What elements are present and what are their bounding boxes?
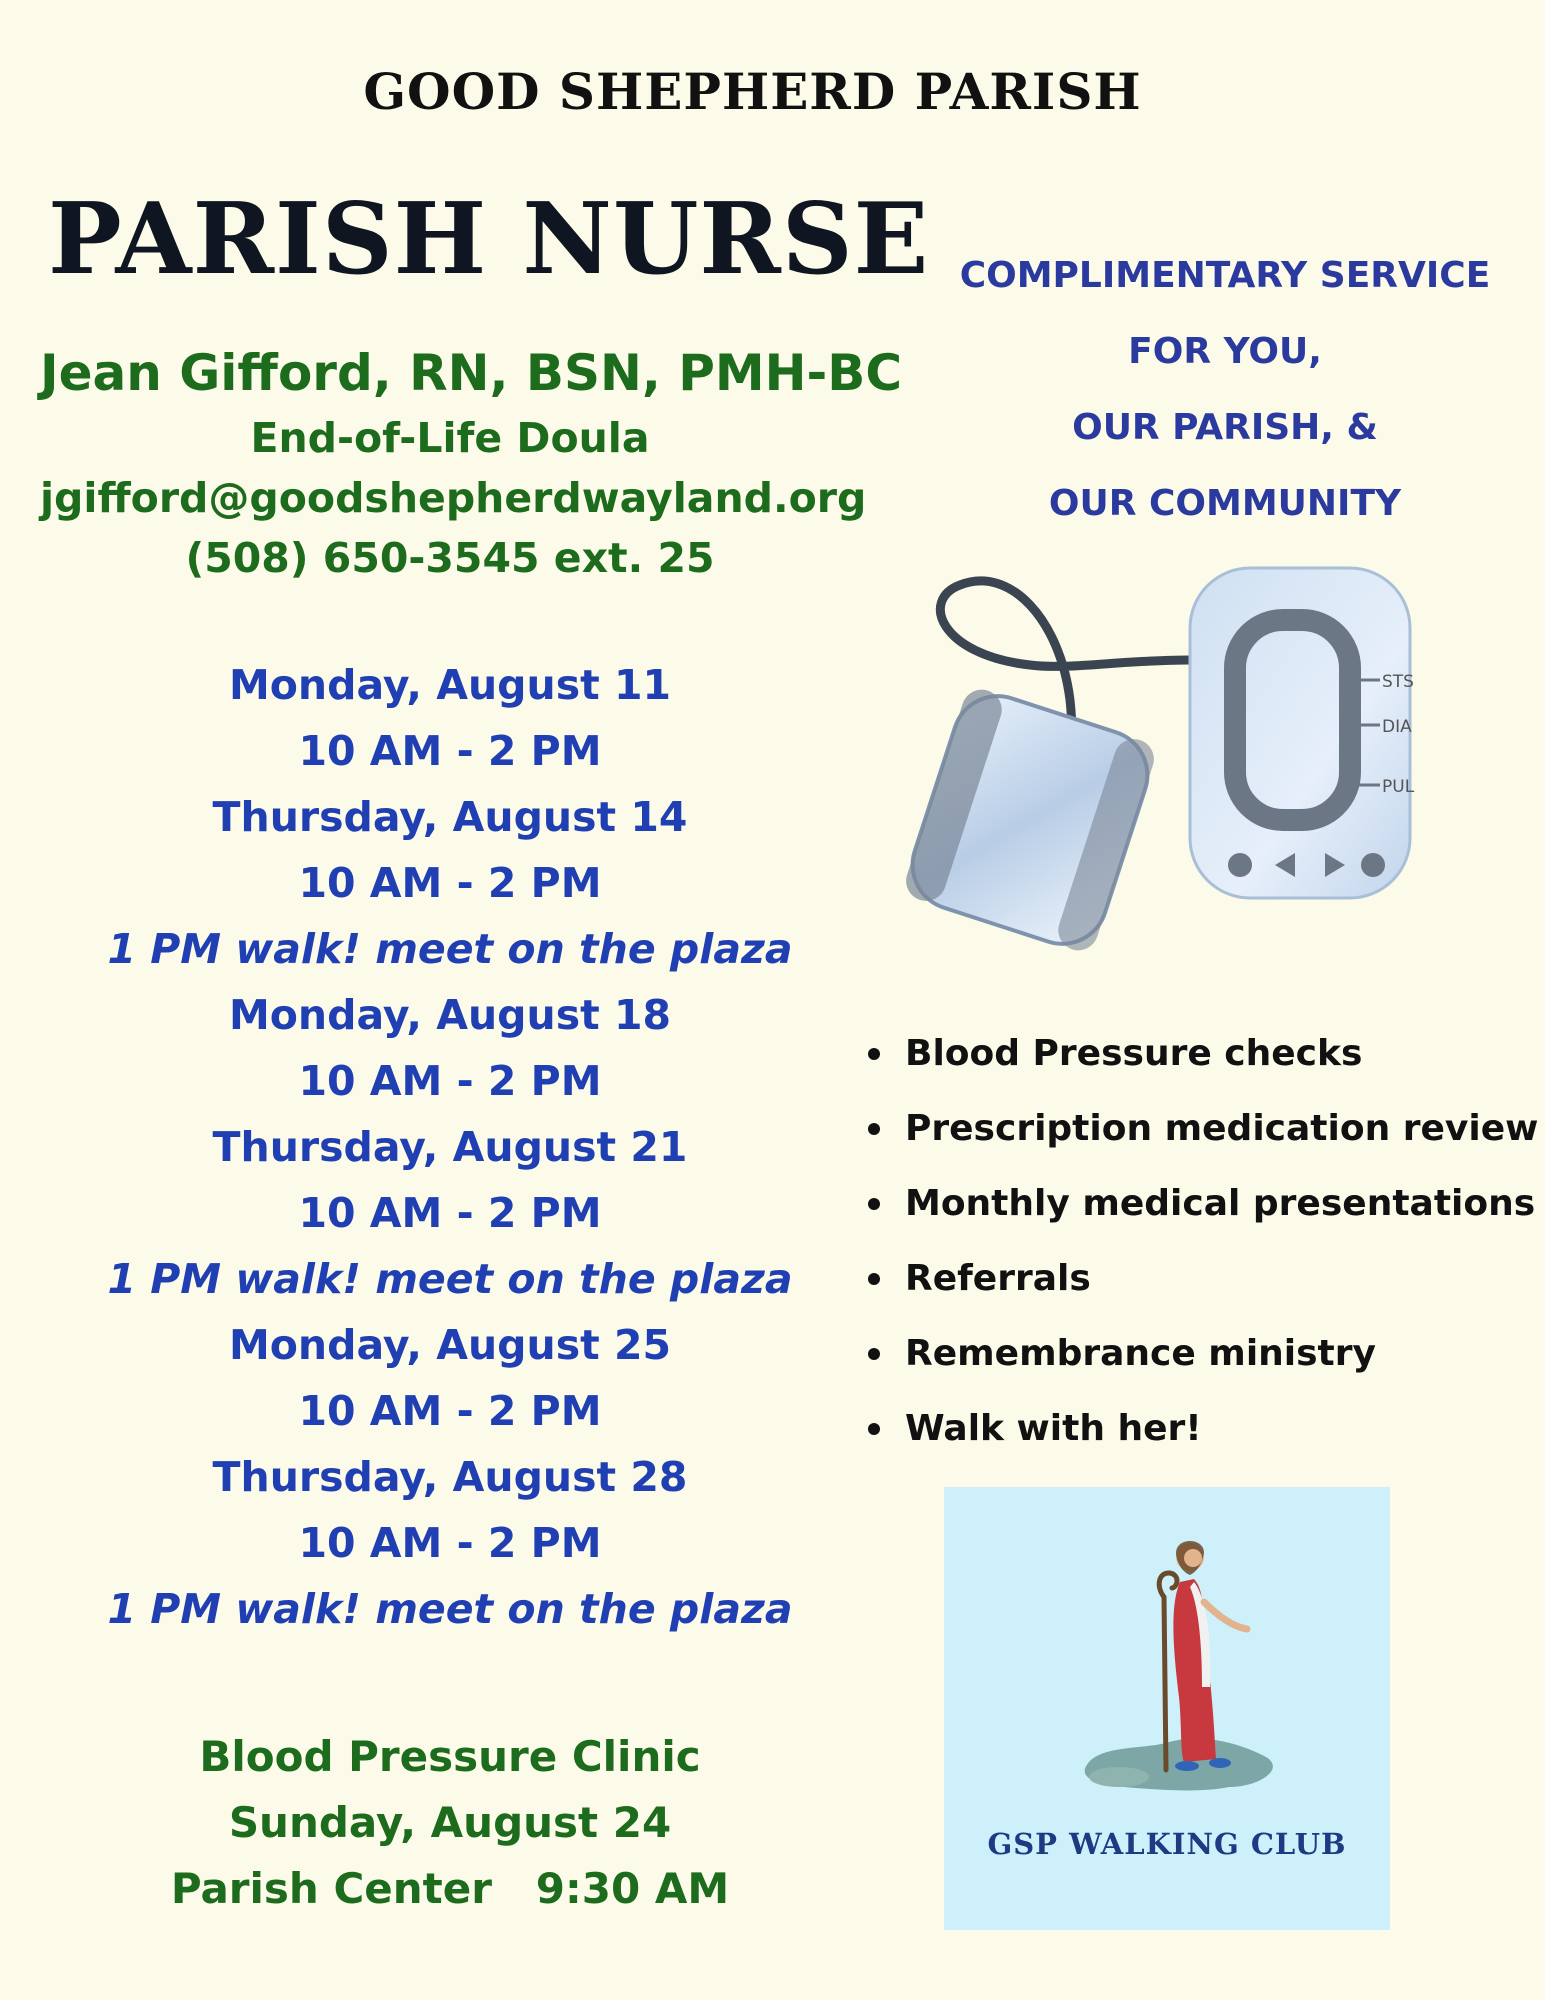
service-banner-line: OUR COMMUNITY — [1048, 483, 1402, 524]
schedule-line: 10 AM - 2 PM — [298, 1057, 602, 1105]
monitor-button-right — [1361, 853, 1385, 877]
service-banner — [900, 238, 1545, 542]
nurse-role: End-of-Life Doula — [250, 414, 650, 462]
schedule-walk-note: 1 PM walk! meet on the plaza — [107, 1255, 793, 1303]
schedule-line: Thursday, August 21 — [212, 1123, 688, 1171]
schedule-line: Thursday, August 28 — [212, 1453, 688, 1501]
monitor-label-dia: DIA — [1382, 717, 1412, 737]
clinic-date: Sunday, August 24 — [228, 1798, 672, 1847]
schedule-line: Thursday, August 14 — [212, 793, 688, 841]
bullet-icon — [868, 1348, 880, 1360]
service-item — [860, 1016, 1545, 1091]
staff-line — [1164, 1597, 1166, 1770]
schedule-line: Monday, August 25 — [228, 1321, 672, 1369]
monitor-label-pul: PUL — [1382, 777, 1415, 797]
schedule-line: 10 AM - 2 PM — [298, 727, 602, 775]
service-item — [860, 1391, 1545, 1466]
clinic-title: Blood Pressure Clinic — [199, 1732, 701, 1781]
service-banner-line: COMPLIMENTARY SERVICE — [959, 255, 1491, 296]
nurse-phone[interactable]: (508) 650-3545 ext. 25 — [185, 534, 715, 582]
service-item — [860, 1241, 1545, 1316]
walking-club-box — [944, 1487, 1390, 1930]
page-title: PARISH NURSE — [48, 182, 930, 297]
schedule-walk-note: 1 PM walk! meet on the plaza — [107, 925, 793, 973]
schedule-line: 10 AM - 2 PM — [298, 1189, 602, 1237]
services-list — [860, 1016, 1545, 1466]
bullet-icon — [868, 1048, 880, 1060]
bullet-icon — [868, 1123, 880, 1135]
bullet-icon — [868, 1198, 880, 1210]
service-banner-line: OUR PARISH, & — [1072, 407, 1378, 448]
nurse-email[interactable]: jgifford@goodshepherdwayland.org — [40, 474, 867, 522]
bullet-icon — [868, 1273, 880, 1285]
service-item-label: Walk with her! — [905, 1408, 1202, 1449]
clinic-info — [40, 1724, 860, 1922]
walking-figure-image — [944, 1487, 1390, 1827]
nurse-contact — [40, 338, 903, 588]
walking-club-label: GSP WALKING CLUB — [987, 1827, 1347, 1861]
org-title: GOOD SHEPHERD PARISH — [363, 62, 1142, 121]
schedule-line: Monday, August 11 — [228, 661, 672, 709]
schedule-list — [40, 652, 860, 1642]
schedule-line: 10 AM - 2 PM — [298, 1519, 602, 1567]
service-item — [860, 1316, 1545, 1391]
nurse-name: Jean Gifford, RN, BSN, PMH-BC — [40, 344, 903, 402]
schedule-line: 10 AM - 2 PM — [298, 1387, 602, 1435]
monitor-label-sts: STS — [1382, 672, 1414, 692]
service-item-label: Prescription medication review — [905, 1108, 1539, 1149]
service-item — [860, 1091, 1545, 1166]
service-item-label: Monthly medical presentations — [905, 1183, 1536, 1224]
service-item-label: Blood Pressure checks — [905, 1033, 1363, 1074]
service-item-label: Referrals — [905, 1258, 1091, 1299]
service-item-label: Remembrance ministry — [905, 1333, 1376, 1374]
monitor-button-left — [1228, 853, 1252, 877]
schedule-walk-note: 1 PM walk! meet on the plaza — [107, 1585, 793, 1633]
cuff-shape — [901, 684, 1159, 955]
clinic-location-time: Parish Center 9:30 AM — [170, 1864, 730, 1913]
service-item — [860, 1166, 1545, 1241]
service-banner-line: FOR YOU, — [1128, 331, 1322, 372]
schedule-line: 10 AM - 2 PM — [298, 859, 602, 907]
schedule-line: Monday, August 18 — [228, 991, 672, 1039]
bullet-icon — [868, 1423, 880, 1435]
blood-pressure-monitor-image — [880, 560, 1420, 970]
